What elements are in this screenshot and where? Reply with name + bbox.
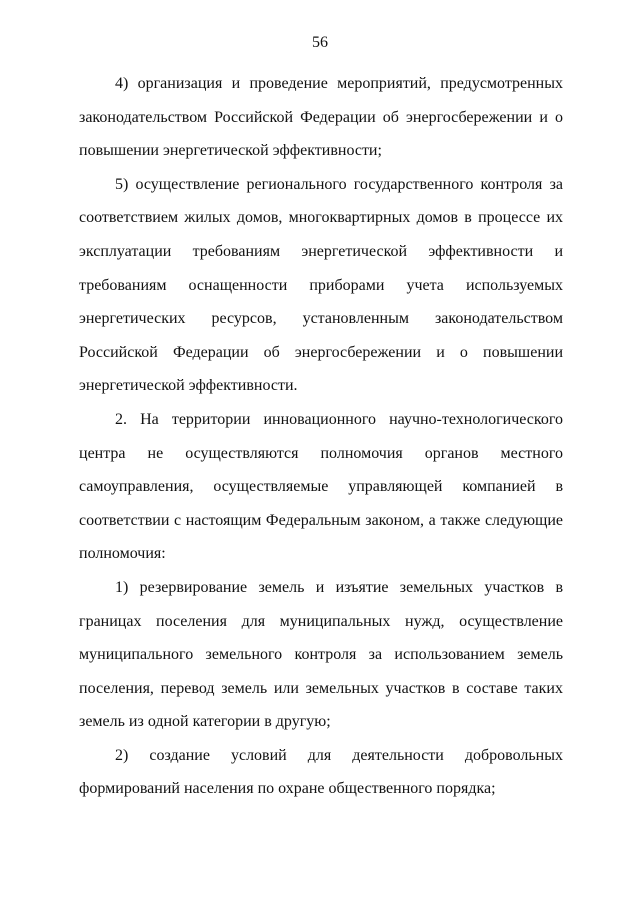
body-text (79, 67, 563, 806)
paragraph-item-5: 5) осуществление регионального государственного контроля за соответствием жилых домов, многоквартирных домов в процессе их эксплуатации требованиям энергетической эффективности и требованиям оснащенности приборами учета используемых энергетических ресурсов, установленным законодательством Российской Федерации об энергосбережении и о повышении энергетической эффективности. (79, 175, 563, 395)
page-number: 56 (312, 34, 328, 51)
paragraph-item-4: 4) организация и проведение мероприятий, предусмотренных законодательством Российской Федерации об энергосбережении и о повышении энергетической эффективности; (79, 75, 563, 160)
paragraph-item-2: 2) создание условий для деятельности добровольных формирований населения по охране общественного порядка; (79, 746, 563, 798)
paragraph-item-1: 1) резервирование земель и изъятие земельных участков в границах поселения для муниципальных нужд, осуществление муниципального земельного контроля за использованием земель поселения, перевод земель или земельных участков в составе таких земель из одной категории в другую; (79, 578, 563, 731)
paragraph-section-2: 2. На территории инновационного научно-технологического центра не осуществляются полномочия органов местного самоуправления, осуществляемые управляющей компанией в соответствии с настоящим Федеральным законом, а также следующие полномочия: (79, 410, 563, 563)
